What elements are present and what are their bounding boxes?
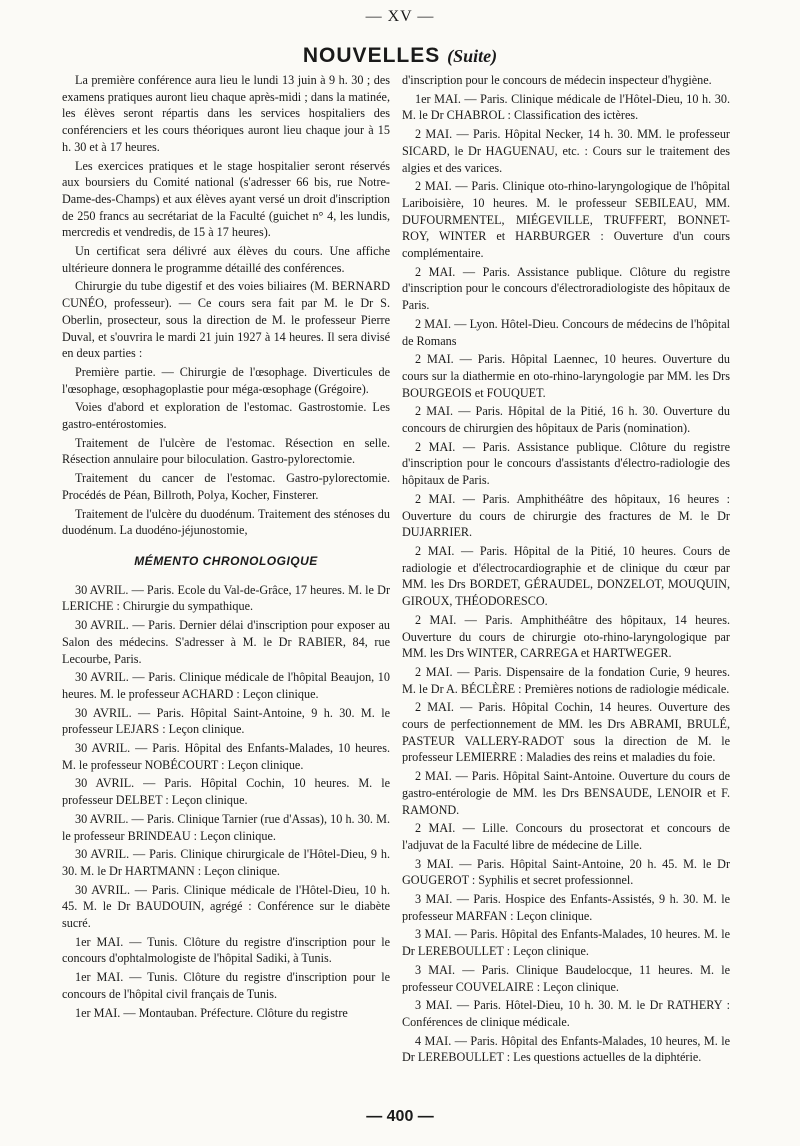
memento-entry: 30 AVRIL. — Paris. Hôpital Cochin, 10 heures. M. le professeur DELBET : Leçon clinique. — [62, 776, 390, 808]
memento-entry: 1er MAI. — Tunis. Clôture du registre d'inscription pour le concours de l'hôpital civil français de Tunis. — [62, 970, 390, 1001]
memento-entry: 2 MAI. — Paris. Dispensaire de la fondation Curie, 9 heures. M. le Dr A. BÉCLÈRE : Premières notions de radiologie médicale. — [402, 664, 730, 696]
memento-entry: 3 MAI. — Paris. Hôpital Saint-Antoine, 20 h. 45. M. le Dr GOUGEROT : Syphilis et secret professionnel. — [402, 856, 730, 888]
memento-entry: 30 AVRIL. — Paris. Ecole du Val-de-Grâce, 17 heures. M. le Dr LERICHE : Chirurgie du sympathique. — [62, 582, 390, 614]
memento-entry: 2 MAI. — Paris. Hôpital Laennec, 10 heures. Ouverture du cours sur la diathermie en oto-rhino-laryngologie par MM. les Drs BOURGEOIS et FOUQUET. — [402, 352, 730, 400]
memento-entry: 30 AVRIL. — Paris. Clinique médicale de l'hôpital Beaujon, 10 heures. M. le professeur ACHARD : Leçon clinique. — [62, 670, 390, 701]
memento-title: MÉMENTO CHRONOLOGIQUE — [134, 553, 318, 568]
paragraph: La première conférence aura lieu le lundi 13 juin à 9 h. 30 ; des examens pratiques auront lieu chaque après-midi ; dans la matinée, les élèves seront répartis dans les services hospitaliers des conférenciers et les cours théoriques auront lieu chaque jour à 15 h. 30 et à 17 heures. — [62, 73, 390, 154]
title-suffix: (Suite) — [447, 46, 498, 66]
paragraph: Les exercices pratiques et le stage hospitalier seront réservés aux boursiers du Comité national (s'adresser 66 bis, rue Notre-Dame-des-Champs) et aux élèves ayant versé un droit d'inscription de 250 francs au secrétariat de la Faculté (guichet n° 4, les lundis, mercredis et vendredis, de 15 à 17 heures). — [62, 158, 390, 240]
paragraph: Voies d'abord et exploration de l'estomac. Gastrostomie. Les gastro-entérostomies. — [62, 400, 390, 432]
memento-entry: 2 MAI. — Paris. Assistance publique. Clôture du registre d'inscription pour le concours d'électroradiologiste des hôpitaux de Paris. — [402, 264, 730, 313]
section-title — [0, 44, 800, 68]
memento-entry: 3 MAI. — Paris. Clinique Baudelocque, 11 heures. M. le professeur COUVELAIRE : Leçon clinique. — [402, 962, 730, 994]
left-column — [62, 72, 390, 1023]
memento-entry: 2 MAI. — Paris. Hôpital Cochin, 14 heures. Ouverture des cours de perfectionnement de MM. les Drs ABRAMI, BRULÉ, PASTEUR VALLERY-RADOT sous la direction de M. le professeur LEMIERRE : Maladies des reins et maladies du foie. — [402, 700, 730, 765]
memento-entry: 2 MAI. — Lille. Concours du prosectorat et concours de l'adjuvat de la Faculté libre de médecine de Lille. — [402, 821, 730, 852]
memento-entry: 1er MAI. — Paris. Clinique médicale de l'Hôtel-Dieu, 10 h. 30. M. le Dr CHABROL : Classification des ictères. — [402, 91, 730, 123]
paragraph: Traitement de l'ulcère du duodénum. Traitement des sténoses du duodénum. La duodéno-jéjunostomie, — [62, 506, 390, 538]
memento-entry: 1er MAI. — Montauban. Préfecture. Clôture du registre — [75, 1005, 348, 1020]
memento-entry: 2 MAI. — Lyon. Hôtel-Dieu. Concours de médecins de l'hôpital de Romans — [402, 316, 730, 348]
paragraph: Un certificat sera délivré aux élèves du cours. Une affiche ultérieure donnera le programme détaillé des conférences. — [62, 244, 390, 275]
page-number: — 400 — — [366, 1108, 434, 1125]
memento-entry: 3 MAI. — Paris. Hôtel-Dieu, 10 h. 30. M. le Dr RATHERY : Conférences de clinique médicale. — [402, 998, 730, 1029]
running-head: — XV — — [365, 8, 435, 25]
memento-entry: 1er MAI. — Tunis. Clôture du registre d'inscription pour le concours d'ophtalmologiste de l'hôpital Sadiki, à Tunis. — [62, 934, 390, 966]
title-text: NOUVELLES — [302, 44, 441, 67]
memento-entry: 30 AVRIL. — Paris. Hôpital Saint-Antoine, 9 h. 30. M. le professeur LEJARS : Leçon clinique. — [62, 705, 390, 737]
memento-entry: 2 MAI. — Paris. Amphithéâtre des hôpitaux, 16 heures : Ouverture du cours de chirurgie des fractures de M. le Dr DUJARRIER. — [402, 491, 730, 540]
memento-entry: 30 AVRIL. — Paris. Clinique médicale de l'Hôtel-Dieu, 10 h. 45. M. le Dr BAUDOUIN, agrégé : Conférence sur le diabète sucré. — [62, 882, 390, 931]
memento-entry: 2 MAI. — Paris. Hôpital Necker, 14 h. 30. MM. le professeur SICARD, le Dr HAGUENAU, etc. : Cours sur le traitement des algies et des varices. — [402, 127, 730, 175]
paragraph: Première partie. — Chirurgie de l'œsophage. Diverticules de l'œsophage, œsophagoplastie pour méga-œsophage (Grégoire). — [62, 364, 390, 396]
memento-entry: 4 MAI. — Paris. Hôpital des Enfants-Malades, 10 heures, M. le Dr LEREBOULLET : Les questions actuelles de la diphtérie. — [402, 1033, 730, 1065]
memento-entry: d'inscription pour le concours de médecin inspecteur d'hygiène. — [402, 73, 712, 87]
memento-entry: 3 MAI. — Paris. Hospice des Enfants-Assistés, 9 h. 30. M. le professeur MARFAN : Leçon clinique. — [402, 892, 730, 923]
memento-entry: 2 MAI. — Paris. Clinique oto-rhino-laryngologique de l'hôpital Lariboisière, 10 heures. M. le professeur SEBILEAU, MM. DUFOURMENTEL, MIÉGEVILLE, TRUFFERT, BONNET-ROY, WINTER et HARBURGER : Ouverture d'un cours complémentaire. — [402, 179, 730, 261]
memento-entry: 30 AVRIL. — Paris. Clinique chirurgicale de l'Hôtel-Dieu, 9 h. 30. M. le Dr HARTMANN : Leçon clinique. — [62, 847, 390, 878]
memento-entry: 30 AVRIL. — Paris. Dernier délai d'inscription pour exposer au Salon des médecins. S'adresser à M. le Dr RABIER, 84, rue Lecourbe, Paris. — [62, 618, 390, 666]
paragraph: Chirurgie du tube digestif et des voies biliaires (M. BERNARD CUNÉO, professeur). — Ce cours sera fait par M. le Dr S. Oberlin, prosecteur, sous la direction de M. le professeur Pierre Duval, et s'ouvrira le mardi 21 juin 1927 à 14 heures. Il sera divisé en deux parties : — [62, 279, 390, 361]
right-column — [402, 72, 730, 1068]
memento-entry: 30 AVRIL. — Paris. Hôpital des Enfants-Malades, 10 heures. M. le professeur NOBÉCOURT : Leçon clinique. — [62, 741, 390, 772]
memento-entry: 2 MAI. — Paris. Assistance publique. Clôture du registre d'inscription pour le concours d'assistants d'électro-radiologie des hôpitaux de Paris. — [402, 439, 730, 488]
memento-entry: 2 MAI. — Paris. Hôpital de la Pitié, 16 h. 30. Ouverture du concours de chirurgien des hôpitaux de Paris (nomination). — [402, 404, 730, 436]
memento-entry: 2 MAI. — Paris. Hôpital Saint-Antoine. Ouverture du cours de gastro-entérologie de MM. les Drs BENSAUDE, LENOIR et F. RAMOND. — [402, 769, 730, 817]
memento-entry: 2 MAI. — Paris. Amphithéâtre des hôpitaux, 14 heures. Ouverture du cours de chirurgie oto-rhino-laryngologique par MM. les Drs WINTER, CARREGA et HARTWEGER. — [402, 612, 730, 661]
memento-entry: 2 MAI. — Paris. Hôpital de la Pitié, 10 heures. Cours de radiologie et d'électrocardiographie et de clinique du cœur par MM. les Drs BORDET, GÉRAUDEL, DONZELOT, MOUQUIN, GIROUX, THÉODORESCO. — [402, 543, 730, 609]
paragraph: Traitement du cancer de l'estomac. Gastro-pylorectomie. Procédés de Péan, Billroth, Polya, Kocher, Finsterer. — [62, 471, 390, 502]
memento-entry: 3 MAI. — Paris. Hôpital des Enfants-Malades, 10 heures. M. le Dr LEREBOULLET : Leçon clinique. — [402, 927, 730, 959]
paragraph: Traitement de l'ulcère de l'estomac. Résection en selle. Résection annulaire pour biloculation. Gastro-pylorectomie. — [62, 435, 390, 467]
memento-entry: 30 AVRIL. — Paris. Clinique Tarnier (rue d'Assas), 10 h. 30. M. le professeur BRINDEAU : Leçon clinique. — [62, 811, 390, 843]
